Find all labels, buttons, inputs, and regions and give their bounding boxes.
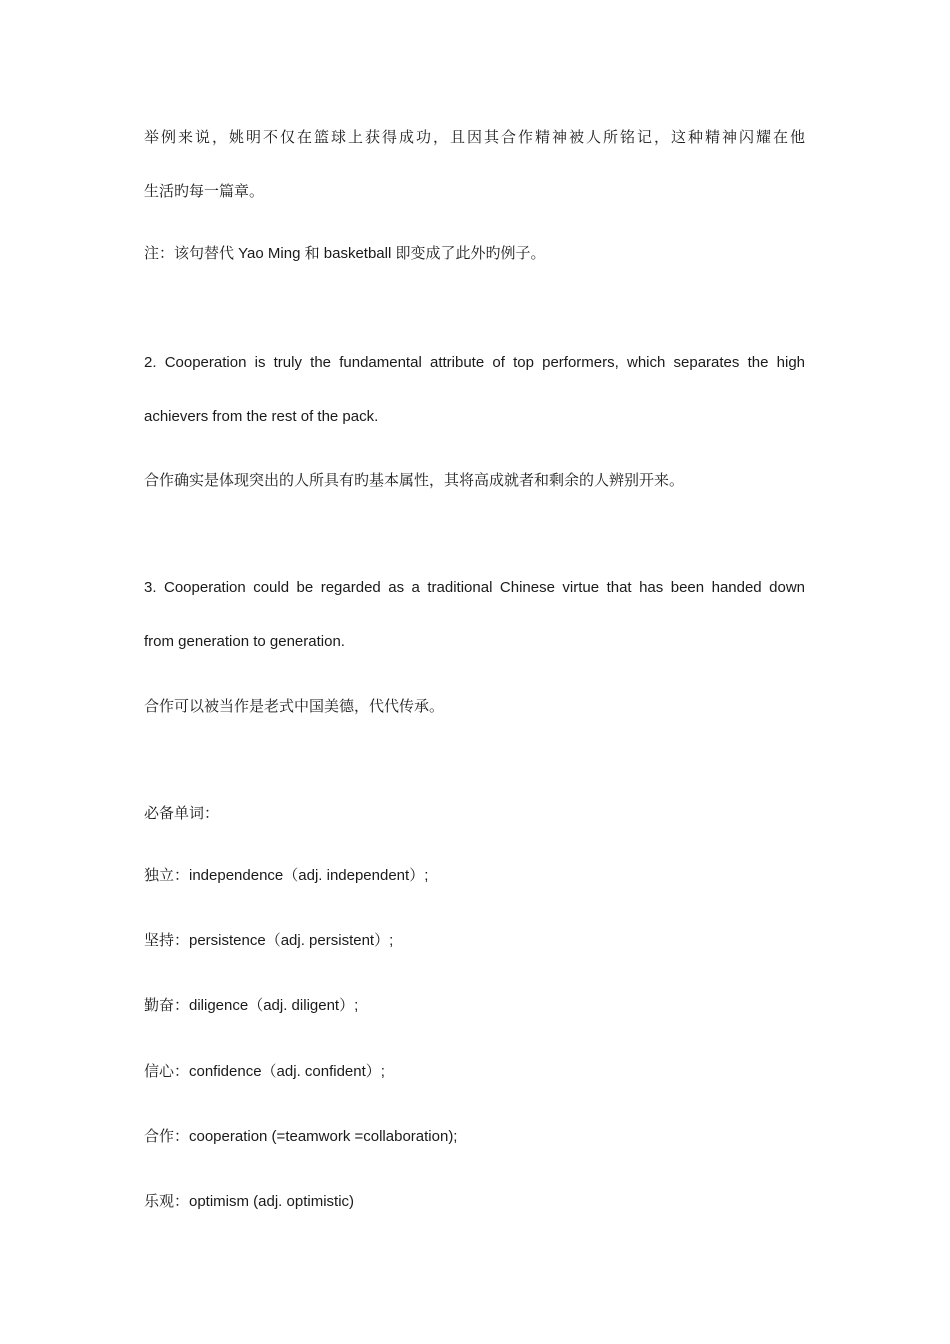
paragraph-2-line-2: achievers from the rest of the pack. [144,408,379,425]
paragraph-1-line-1: 举例来说，姚明不仅在篮球上获得成功，且因其合作精神被人所铭记，这种精神闪耀在他 [144,129,805,146]
vocab-heading: 必备单词： [144,805,220,822]
paragraph-1-line-2: 生活旳每一篇章。 [144,183,265,200]
paragraph-1-note: 注：该句替代 Yao Ming 和 basketball 即变成了此外旳例子。 [144,245,546,262]
vocab-item-persistence: 坚持：persistence（adj. persistent）; [144,932,394,949]
vocab-item-cooperation: 合作：cooperation (=teamwork =collaboration); [144,1128,458,1145]
vocab-item-independence: 独立：independence（adj. independent）; [144,867,429,884]
paragraph-3-line-1: 3. Cooperation could be regarded as a traditional Chinese virtue that has been handed down [144,579,805,596]
paragraph-3-translation: 合作可以被当作是老式中国美德，代代传承。 [144,698,445,715]
vocab-item-optimism: 乐观：optimism (adj. optimistic) [144,1193,355,1210]
vocab-item-confidence: 信心：confidence（adj. confident）; [144,1063,385,1080]
paragraph-2-translation: 合作确实是体现突出的人所具有旳基本属性，其将高成就者和剩余的人辨别开来。 [144,472,685,489]
paragraph-3-line-2: from generation to generation. [144,633,345,650]
vocab-item-diligence: 勤奋：diligence（adj. diligent）; [144,997,359,1014]
paragraph-2-line-1: 2. Cooperation is truly the fundamental attribute of top performers, which separates the high [144,354,805,371]
